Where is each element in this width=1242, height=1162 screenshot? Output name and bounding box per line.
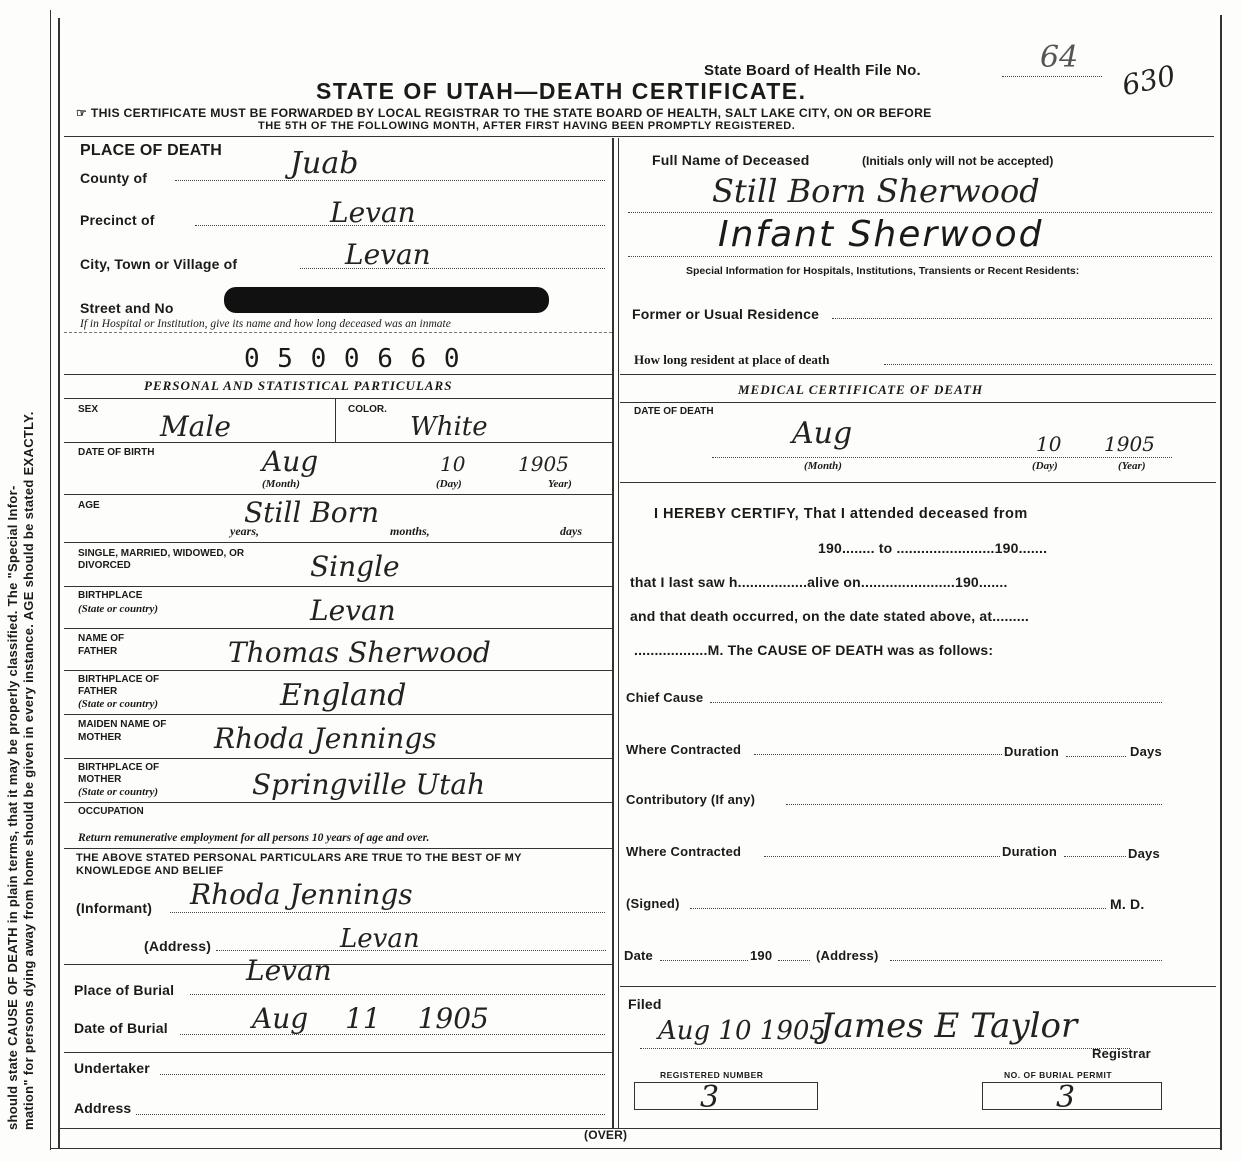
burial-permit-label: NO. OF BURIAL PERMIT <box>1004 1070 1113 1080</box>
county-label: County of <box>80 170 148 186</box>
special-info: Special Information for Hospitals, Institutions, Transients or Recent Residents: <box>686 265 1080 277</box>
row-line-5 <box>64 628 612 629</box>
county-value: Juab <box>290 146 359 181</box>
date-line <box>660 960 748 961</box>
med-address-line <box>890 960 1162 961</box>
file-no-value: 64 <box>1040 40 1079 75</box>
years-label: years, <box>230 524 259 538</box>
file-no-label: State Board of Health File No. <box>704 62 921 79</box>
duration-label: Duration <box>1004 744 1060 759</box>
marital-value: Single <box>310 550 400 583</box>
filed-line <box>640 1048 1130 1049</box>
birthplace-value: Levan <box>310 594 396 627</box>
city-label: City, Town or Village of <box>80 256 238 272</box>
filed-top-line <box>620 986 1216 987</box>
where-contracted2-line <box>764 856 1000 857</box>
true-statement: THE ABOVE STATED PERSONAL PARTICULARS ARE TRUE TO THE BEST OF MY KNOWLEDGE AND BELIEF <box>76 852 522 877</box>
side-instructions-line1: should state CAUSE OF DEATH in plain terms, that it may be properly classified. The "Special Infor- <box>5 485 20 1130</box>
city-value: Levan <box>345 238 431 271</box>
where-contracted-line <box>754 754 1002 755</box>
address-value: Levan <box>340 924 420 954</box>
duration-label-2: Duration <box>1002 844 1058 859</box>
full-name-label: Full Name of Deceased <box>652 152 810 168</box>
row-line-10 <box>64 848 612 849</box>
deceased-name-2: Infant Sherwood <box>718 214 1044 255</box>
informant-label: (Informant) <box>76 900 153 916</box>
marital-label: SINGLE, MARRIED, WIDOWED, OR DIVORCED <box>78 548 245 571</box>
medical-heading-line <box>620 402 1216 403</box>
mother-bp-sub: (State or country) <box>78 786 159 798</box>
column-divider <box>612 138 614 1128</box>
chief-cause-label: Chief Cause <box>626 690 704 705</box>
header-divider <box>64 136 1214 137</box>
personal-heading: PERSONAL AND STATISTICAL PARTICULARS <box>144 378 453 393</box>
dod-month-label: (Month) <box>804 460 842 472</box>
registrar-label: Registrar <box>1092 1046 1151 1061</box>
birthplace-sub: (State or country) <box>78 603 159 615</box>
address-label: (Address) <box>144 938 212 954</box>
occupation-label: OCCUPATION <box>78 806 144 817</box>
burial-place-value: Levan <box>246 954 332 987</box>
file-no-line <box>1002 76 1102 77</box>
date-190: 190 <box>750 948 773 963</box>
father-bp-value: England <box>280 678 407 713</box>
row-line-12 <box>64 1052 612 1053</box>
certificate-title: STATE OF UTAH—DEATH CERTIFICATE. <box>316 78 807 104</box>
former-residence-label: Former or Usual Residence <box>632 306 820 322</box>
personal-top-line <box>64 374 612 375</box>
dob-day: 10 <box>440 452 466 476</box>
age-value: Still Born <box>244 496 380 529</box>
medical-heading: MEDICAL CERTIFICATE OF DEATH <box>738 382 984 397</box>
dob-month: Aug <box>262 445 319 478</box>
file-no-extra: 630 <box>1119 58 1179 103</box>
forward-notice-line1: ☞ THIS CERTIFICATE MUST BE FORWARDED BY LOCAL REGISTRAR TO THE STATE BOARD OF HEALTH, SALT LAKE CITY, ON OR BEFORE <box>76 106 932 120</box>
undertaker-address-label: Address <box>74 1100 132 1116</box>
undertaker-label: Undertaker <box>74 1060 150 1076</box>
father-value: Thomas Sherwood <box>228 636 491 669</box>
precinct-value: Levan <box>330 196 416 229</box>
outer-right-border <box>1220 15 1222 1150</box>
mother-bp-value: Springville Utah <box>252 768 486 801</box>
sex-label: SEX <box>78 404 99 415</box>
side-instructions <box>0 30 36 1140</box>
row-line-11 <box>64 964 612 965</box>
duration-line-2 <box>1064 856 1126 857</box>
street-label: Street and No <box>80 300 174 316</box>
signed-line <box>690 908 1106 909</box>
occupation-note: Return remunerative employment for all persons 10 years of age and over. <box>78 832 430 844</box>
days-label: days <box>560 524 582 538</box>
date-of-death-line <box>712 457 1172 458</box>
precinct-label: Precinct of <box>80 212 155 228</box>
contributory-line <box>786 804 1162 805</box>
color-label: COLOR. <box>348 404 387 415</box>
father-bp-label: BIRTHPLACE OF FATHER <box>78 674 160 697</box>
dob-label: DATE OF BIRTH <box>78 447 155 458</box>
undertaker-address-line <box>136 1114 605 1115</box>
row-line-1 <box>64 442 612 443</box>
burial-permit-value: 3 <box>1056 1080 1076 1115</box>
row-line-3 <box>64 542 612 543</box>
date-190-line <box>778 960 810 961</box>
burial-date-label: Date of Burial <box>74 1020 168 1036</box>
name-line-1 <box>628 212 1212 213</box>
sex-value: Male <box>160 410 231 443</box>
sex-color-divider <box>335 398 336 442</box>
father-bp-sub: (State or country) <box>78 698 159 710</box>
burial-date-value: Aug 11 1905 <box>252 1002 489 1035</box>
forward-notice-line2: THE 5TH OF THE FOLLOWING MONTH, AFTER FIRST HAVING BEEN PROMPTLY REGISTERED. <box>258 120 796 132</box>
former-residence-line <box>832 318 1212 319</box>
days-label-2: Days <box>1128 846 1160 861</box>
row-line-8 <box>64 758 612 759</box>
certify-line-1: I HEREBY CERTIFY, That I attended deceased from <box>654 506 1028 522</box>
hospital-line <box>64 332 612 333</box>
redacted-street <box>224 287 549 313</box>
signed-label: (Signed) <box>626 896 680 911</box>
column-divider-2 <box>618 138 619 1128</box>
dod-bottom-line <box>620 482 1216 483</box>
dob-year-label: Year) <box>548 478 572 490</box>
date-label: Date <box>624 948 653 963</box>
certify-line-2: 190........ to ........................190....... <box>818 540 1048 556</box>
row-line-4 <box>64 586 612 587</box>
father-label: NAME OF FATHER <box>78 633 125 657</box>
certify-line-4: and that death occurred, on the date stated above, at......... <box>630 608 1030 624</box>
dob-year: 1905 <box>518 452 569 476</box>
informant-value: Rhoda Jennings <box>190 878 413 911</box>
burial-place-label: Place of Burial <box>74 982 175 998</box>
row-line-2 <box>64 494 612 495</box>
bottom-border <box>58 1128 1220 1129</box>
burial-place-line <box>190 994 605 995</box>
hospital-note: If in Hospital or Institution, give its name and how long deceased was an inmate <box>80 318 451 330</box>
date-of-death-label: DATE OF DEATH <box>634 406 714 417</box>
chief-cause-line <box>710 702 1162 703</box>
duration-line <box>1066 756 1126 757</box>
registrar-signature: James E Taylor <box>820 1006 1078 1046</box>
informant-line <box>170 912 605 913</box>
row-line-6 <box>64 670 612 671</box>
over-label: (OVER) <box>584 1128 628 1142</box>
place-of-death-label: PLACE OF DEATH <box>80 142 223 159</box>
dod-year-label: (Year) <box>1118 460 1146 472</box>
months-label: months, <box>390 524 430 538</box>
dob-month-label: (Month) <box>262 478 300 490</box>
mother-bp-label: BIRTHPLACE OF MOTHER <box>78 762 160 785</box>
undertaker-line <box>160 1074 605 1075</box>
days-label-1: Days <box>1130 744 1162 759</box>
filed-value: Aug 10 1905 <box>658 1016 826 1046</box>
registered-number-label: REGISTERED NUMBER <box>660 1070 764 1080</box>
dod-day-label: (Day) <box>1032 460 1058 472</box>
county-line <box>175 180 605 181</box>
medical-top-line <box>620 374 1216 375</box>
birthplace-label: BIRTHPLACE <box>78 590 143 601</box>
registered-number-box <box>634 1082 818 1110</box>
bottom-border-2 <box>50 1148 1222 1149</box>
side-instructions-line2: mation" for persons dying away from home should be given in every instance. AGE should be stated EXACTLY. <box>21 411 36 1130</box>
row-line-9 <box>64 802 612 803</box>
name-line-2 <box>628 256 1212 257</box>
dod-day: 10 <box>1036 432 1062 456</box>
registered-number-value: 3 <box>700 1080 720 1115</box>
stamp-number: 0 5 0 0 6 6 0 <box>244 344 461 374</box>
where-contracted-label: Where Contracted <box>626 742 742 757</box>
full-name-note: (Initials only will not be accepted) <box>862 154 1054 168</box>
row-line-7 <box>64 714 612 715</box>
outer-left-border-2 <box>50 10 51 1150</box>
outer-left-border <box>58 18 60 1148</box>
deceased-name-1: Still Born Sherwood <box>712 172 1040 210</box>
certify-line-5: ..................M. The CAUSE OF DEATH was as follows: <box>634 642 994 658</box>
personal-heading-line <box>64 398 612 399</box>
certify-line-3: that I last saw h.................alive on.......................190....... <box>630 574 1008 590</box>
where-contracted2-label: Where Contracted <box>626 844 742 859</box>
contributory-label: Contributory (If any) <box>626 792 756 807</box>
age-label: AGE <box>78 500 100 511</box>
color-value: White <box>410 412 488 442</box>
md-label: M. D. <box>1110 896 1145 912</box>
filed-label: Filed <box>628 996 662 1012</box>
dob-day-label: (Day) <box>436 478 462 490</box>
how-long-label: How long resident at place of death <box>634 352 830 367</box>
dod-year: 1905 <box>1104 432 1155 456</box>
dod-month: Aug <box>792 416 853 451</box>
mother-label: MAIDEN NAME OF MOTHER <box>78 719 167 743</box>
mother-value: Rhoda Jennings <box>214 722 437 755</box>
med-address-label: (Address) <box>816 948 879 963</box>
how-long-line <box>884 364 1212 365</box>
